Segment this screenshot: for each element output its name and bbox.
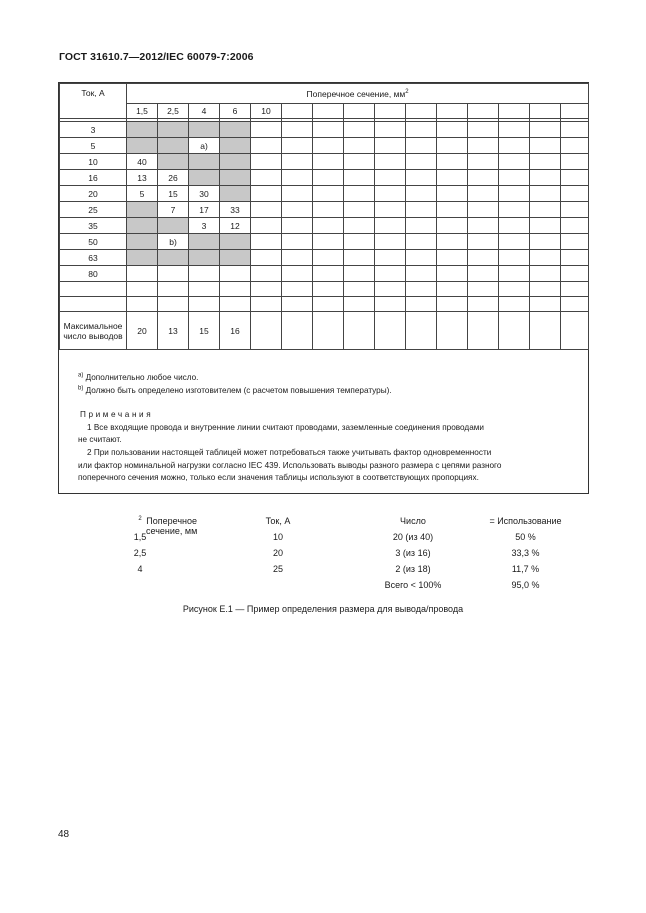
max-terminals-value bbox=[499, 312, 530, 350]
table-cell bbox=[189, 266, 220, 282]
table-cell bbox=[344, 282, 375, 297]
table-cell bbox=[468, 154, 499, 170]
table-cell bbox=[375, 266, 406, 282]
table-notes bbox=[78, 372, 578, 485]
table-cell bbox=[60, 282, 127, 297]
table-cell bbox=[158, 218, 189, 234]
sizing-table bbox=[59, 83, 589, 350]
table-cell bbox=[375, 138, 406, 154]
section-column-header bbox=[375, 104, 406, 119]
table-cell bbox=[530, 297, 561, 312]
table-cell: 3 bbox=[189, 218, 220, 234]
table-cell bbox=[375, 170, 406, 186]
table-cell bbox=[437, 202, 468, 218]
example-usage: 50 % bbox=[515, 532, 536, 542]
table-cell bbox=[437, 266, 468, 282]
current-value: 5 bbox=[60, 138, 127, 154]
example-row bbox=[58, 532, 589, 548]
table-cell bbox=[220, 138, 251, 154]
table-cell: 5 bbox=[127, 186, 158, 202]
table-cell bbox=[189, 297, 220, 312]
table-cell bbox=[189, 154, 220, 170]
table-cell bbox=[282, 122, 313, 138]
max-terminals-value: 16 bbox=[220, 312, 251, 350]
table-cell bbox=[375, 234, 406, 250]
empty-row bbox=[60, 282, 589, 297]
section-column-header: 2,5 bbox=[158, 104, 189, 119]
example-total-row bbox=[58, 580, 589, 596]
table-cell bbox=[158, 250, 189, 266]
table-cell bbox=[375, 218, 406, 234]
table-cell bbox=[282, 154, 313, 170]
current-value: 25 bbox=[60, 202, 127, 218]
table-cell bbox=[530, 250, 561, 266]
max-terminals-value bbox=[251, 312, 282, 350]
max-terminals-value bbox=[344, 312, 375, 350]
note-2-line-3: поперечного сечения можно, только если значения таблицы используют в соответствующих пропорциях. bbox=[78, 473, 479, 483]
table-cell bbox=[313, 282, 344, 297]
table-cell bbox=[406, 250, 437, 266]
table-cell bbox=[220, 282, 251, 297]
section-column-header bbox=[499, 104, 530, 119]
table-cell bbox=[468, 202, 499, 218]
table-cell bbox=[437, 218, 468, 234]
table-cell bbox=[375, 122, 406, 138]
table-row bbox=[60, 250, 589, 266]
example-header-current: Ток, А bbox=[265, 516, 291, 526]
table-cell bbox=[344, 297, 375, 312]
table-cell bbox=[220, 297, 251, 312]
table-cell bbox=[251, 154, 282, 170]
table-cell bbox=[344, 266, 375, 282]
max-terminals-value bbox=[437, 312, 468, 350]
table-cell bbox=[251, 202, 282, 218]
table-cell bbox=[344, 234, 375, 250]
table-cell bbox=[220, 122, 251, 138]
table-cell bbox=[499, 138, 530, 154]
table-cell bbox=[499, 250, 530, 266]
table-cell bbox=[437, 234, 468, 250]
table-cell bbox=[282, 202, 313, 218]
page-number: 48 bbox=[58, 829, 70, 840]
example-count: 2 (из 18) bbox=[395, 564, 431, 574]
max-terminals-value bbox=[313, 312, 344, 350]
table-cell bbox=[468, 282, 499, 297]
table-cell bbox=[282, 186, 313, 202]
table-cell bbox=[530, 122, 561, 138]
example-header-count: Число bbox=[400, 516, 426, 526]
table-cell bbox=[282, 138, 313, 154]
table-cell bbox=[220, 186, 251, 202]
max-terminals-value: 15 bbox=[189, 312, 220, 350]
table-cell bbox=[220, 154, 251, 170]
table-cell bbox=[499, 186, 530, 202]
figure-caption: Рисунок Е.1 — Пример определения размера для вывода/провода bbox=[182, 604, 464, 614]
table-cell bbox=[530, 138, 561, 154]
table-frame bbox=[58, 82, 589, 494]
table-cell bbox=[127, 250, 158, 266]
footnote-a: $^{a)}$ Дополнительно любое число. bbox=[78, 372, 199, 382]
table-cell bbox=[406, 282, 437, 297]
current-value: 16 bbox=[60, 170, 127, 186]
table-cell bbox=[561, 234, 589, 250]
table-cell bbox=[127, 218, 158, 234]
table-cell bbox=[344, 218, 375, 234]
table-cell bbox=[530, 170, 561, 186]
example-total-value: 95,0 % bbox=[511, 580, 540, 590]
document-header: ГОСТ 31610.7—2012/IEC 60079-7:2006 bbox=[59, 51, 254, 63]
table-cell bbox=[189, 170, 220, 186]
max-terminals-value: 20 bbox=[127, 312, 158, 350]
max-terminals-value bbox=[406, 312, 437, 350]
table-cell bbox=[251, 170, 282, 186]
table-cell: 13 bbox=[127, 170, 158, 186]
section-column-header bbox=[406, 104, 437, 119]
table-cell bbox=[530, 266, 561, 282]
table-cell bbox=[60, 297, 127, 312]
table-cell bbox=[499, 266, 530, 282]
section-header: Поперечное сечение, $мм^2$ bbox=[127, 84, 589, 104]
table-cell bbox=[499, 282, 530, 297]
table-cell bbox=[406, 138, 437, 154]
table-row bbox=[60, 170, 589, 186]
table-cell bbox=[530, 154, 561, 170]
table-cell bbox=[499, 218, 530, 234]
table-cell bbox=[561, 282, 589, 297]
section-column-header bbox=[313, 104, 344, 119]
table-cell bbox=[499, 154, 530, 170]
table-cell bbox=[282, 170, 313, 186]
section-column-header bbox=[282, 104, 313, 119]
table-cell bbox=[189, 282, 220, 297]
table-cell bbox=[468, 234, 499, 250]
table-cell bbox=[406, 266, 437, 282]
table-cell bbox=[530, 234, 561, 250]
table-cell: a) bbox=[189, 138, 220, 154]
max-terminals-value bbox=[468, 312, 499, 350]
table-cell bbox=[375, 250, 406, 266]
table-cell bbox=[189, 234, 220, 250]
table-cell bbox=[158, 154, 189, 170]
table-cell bbox=[282, 282, 313, 297]
table-cell bbox=[437, 170, 468, 186]
table-cell bbox=[344, 154, 375, 170]
section-columns-row bbox=[60, 104, 589, 119]
table-cell bbox=[530, 202, 561, 218]
table-cell bbox=[437, 297, 468, 312]
max-terminals-value bbox=[282, 312, 313, 350]
note-1-line-2: не считают. bbox=[78, 435, 122, 445]
table-cell bbox=[468, 266, 499, 282]
example-current: 20 bbox=[272, 548, 283, 558]
section-column-header: 4 bbox=[189, 104, 220, 119]
table-cell bbox=[530, 218, 561, 234]
table-cell bbox=[561, 218, 589, 234]
empty-row bbox=[60, 297, 589, 312]
table-cell: 30 bbox=[189, 186, 220, 202]
table-cell: 26 bbox=[158, 170, 189, 186]
table-cell bbox=[406, 218, 437, 234]
example-header-section: Поперечное сечение, мм $^2$ bbox=[138, 516, 198, 536]
example-section: 2,5 bbox=[133, 548, 147, 558]
table-cell bbox=[158, 297, 189, 312]
table-cell bbox=[499, 202, 530, 218]
table-cell bbox=[468, 138, 499, 154]
table-cell bbox=[282, 297, 313, 312]
table-cell bbox=[561, 138, 589, 154]
table-cell bbox=[375, 186, 406, 202]
table-cell bbox=[313, 266, 344, 282]
table-row bbox=[60, 154, 589, 170]
section-column-header bbox=[561, 104, 589, 119]
table-cell bbox=[561, 154, 589, 170]
table-cell bbox=[220, 250, 251, 266]
table-cell bbox=[220, 170, 251, 186]
section-column-header bbox=[344, 104, 375, 119]
table-cell bbox=[251, 282, 282, 297]
table-cell bbox=[530, 186, 561, 202]
table-cell bbox=[344, 202, 375, 218]
table-cell bbox=[127, 234, 158, 250]
table-cell bbox=[344, 186, 375, 202]
footnote-b: $^{b)}$ Должно быть определено изготовителем (с расчетом повышения температуры). bbox=[78, 384, 392, 395]
table-cell bbox=[251, 266, 282, 282]
current-value: 50 bbox=[60, 234, 127, 250]
table-cell bbox=[468, 218, 499, 234]
current-value: 35 bbox=[60, 218, 127, 234]
table-cell bbox=[220, 234, 251, 250]
table-cell bbox=[437, 186, 468, 202]
example-block bbox=[58, 516, 589, 596]
section-column-header: 10 bbox=[251, 104, 282, 119]
table-cell bbox=[127, 282, 158, 297]
table-cell bbox=[313, 250, 344, 266]
table-cell: 40 bbox=[127, 154, 158, 170]
table-cell bbox=[468, 250, 499, 266]
table-cell bbox=[220, 266, 251, 282]
table-cell bbox=[468, 297, 499, 312]
table-cell bbox=[406, 154, 437, 170]
example-header-row bbox=[58, 516, 589, 536]
table-cell: b) bbox=[158, 234, 189, 250]
table-cell bbox=[127, 297, 158, 312]
note-2-line-1: 2 При пользовании настоящей таблицей может потребоваться также учитывать фактор одновременности bbox=[87, 447, 492, 457]
table-cell bbox=[127, 266, 158, 282]
table-cell bbox=[313, 202, 344, 218]
notes-heading: Примечания bbox=[80, 410, 154, 420]
table-cell bbox=[561, 170, 589, 186]
example-total-label: Всего < 100% bbox=[384, 580, 442, 590]
table-cell bbox=[406, 202, 437, 218]
current-value: 80 bbox=[60, 266, 127, 282]
note-2-line-2: или фактор номинальной нагрузки согласно IEC 439. Использовать выводы разного размера с цепями разного bbox=[78, 460, 502, 470]
table-row bbox=[60, 266, 589, 282]
section-column-header: 6 bbox=[220, 104, 251, 119]
table-cell bbox=[127, 138, 158, 154]
table-cell bbox=[282, 250, 313, 266]
table-cell bbox=[499, 122, 530, 138]
example-usage: 11,7 % bbox=[511, 564, 540, 574]
note-1-line-1: 1 Все входящие провода и внутренние линии считают проводами, заземленные соединения проводами bbox=[87, 422, 484, 432]
example-count: 3 (из 16) bbox=[395, 548, 431, 558]
table-row bbox=[60, 218, 589, 234]
table-cell bbox=[375, 282, 406, 297]
section-column-header bbox=[437, 104, 468, 119]
table-cell bbox=[251, 234, 282, 250]
table-row bbox=[60, 234, 589, 250]
table-cell bbox=[437, 282, 468, 297]
table-cell: 15 bbox=[158, 186, 189, 202]
table-cell bbox=[251, 122, 282, 138]
table-cell bbox=[561, 266, 589, 282]
table-cell bbox=[406, 234, 437, 250]
section-column-header bbox=[468, 104, 499, 119]
section-column-header: 1,5 bbox=[127, 104, 158, 119]
example-section: 1,5 bbox=[133, 532, 147, 542]
table-cell bbox=[344, 122, 375, 138]
table-cell: 7 bbox=[158, 202, 189, 218]
table-cell bbox=[437, 154, 468, 170]
table-cell bbox=[251, 297, 282, 312]
table-cell bbox=[313, 122, 344, 138]
table-cell bbox=[282, 266, 313, 282]
example-header-usage: = Использование bbox=[489, 516, 562, 526]
current-value: 3 bbox=[60, 122, 127, 138]
table-cell bbox=[530, 282, 561, 297]
table-cell bbox=[437, 250, 468, 266]
current-header: Ток, А bbox=[60, 84, 127, 119]
table-cell bbox=[251, 250, 282, 266]
table-cell bbox=[282, 234, 313, 250]
table-cell bbox=[406, 170, 437, 186]
table-cell bbox=[344, 170, 375, 186]
table-cell bbox=[313, 218, 344, 234]
max-terminals-label: Максимальное число выводов bbox=[60, 312, 127, 350]
table-cell bbox=[158, 122, 189, 138]
table-cell bbox=[561, 202, 589, 218]
table-cell bbox=[561, 186, 589, 202]
table-cell bbox=[499, 297, 530, 312]
table-cell bbox=[251, 218, 282, 234]
table-cell bbox=[251, 186, 282, 202]
table-cell bbox=[313, 170, 344, 186]
max-terminals-row bbox=[60, 312, 589, 350]
table-cell bbox=[127, 202, 158, 218]
example-current: 10 bbox=[272, 532, 283, 542]
table-cell bbox=[375, 297, 406, 312]
max-terminals-value: 13 bbox=[158, 312, 189, 350]
example-row bbox=[58, 564, 589, 580]
table-cell bbox=[344, 138, 375, 154]
table-cell bbox=[561, 297, 589, 312]
table-cell bbox=[158, 282, 189, 297]
max-terminals-value bbox=[375, 312, 406, 350]
example-usage: 33,3 % bbox=[511, 548, 540, 558]
table-cell: 33 bbox=[220, 202, 251, 218]
table-cell: 17 bbox=[189, 202, 220, 218]
table-cell bbox=[437, 122, 468, 138]
table-cell bbox=[375, 154, 406, 170]
table-cell bbox=[251, 138, 282, 154]
table-row bbox=[60, 138, 589, 154]
table-cell bbox=[189, 250, 220, 266]
table-cell bbox=[468, 122, 499, 138]
table-cell bbox=[313, 186, 344, 202]
table-cell bbox=[406, 297, 437, 312]
table-cell bbox=[437, 138, 468, 154]
table-cell bbox=[313, 234, 344, 250]
current-value: 10 bbox=[60, 154, 127, 170]
table-cell bbox=[344, 250, 375, 266]
max-terminals-value bbox=[561, 312, 589, 350]
example-current: 25 bbox=[272, 564, 283, 574]
current-value: 20 bbox=[60, 186, 127, 202]
table-cell bbox=[561, 250, 589, 266]
table-cell bbox=[468, 186, 499, 202]
example-row bbox=[58, 548, 589, 564]
table-cell bbox=[406, 186, 437, 202]
table-cell bbox=[189, 122, 220, 138]
table-cell bbox=[313, 138, 344, 154]
example-section: 4 bbox=[137, 564, 143, 574]
table-cell bbox=[282, 218, 313, 234]
table-cell bbox=[499, 170, 530, 186]
max-terminals-value bbox=[530, 312, 561, 350]
table-cell bbox=[127, 122, 158, 138]
table-cell bbox=[375, 202, 406, 218]
example-count: 20 (из 40) bbox=[392, 532, 434, 542]
table-row bbox=[60, 202, 589, 218]
table-cell bbox=[313, 154, 344, 170]
table-cell bbox=[499, 234, 530, 250]
table-cell bbox=[158, 138, 189, 154]
section-column-header bbox=[530, 104, 561, 119]
current-value: 63 bbox=[60, 250, 127, 266]
table-cell bbox=[406, 122, 437, 138]
table-cell bbox=[468, 170, 499, 186]
table-cell: 12 bbox=[220, 218, 251, 234]
table-row bbox=[60, 186, 589, 202]
table-row bbox=[60, 122, 589, 138]
table-cell bbox=[561, 122, 589, 138]
table-cell bbox=[313, 297, 344, 312]
table-cell bbox=[158, 266, 189, 282]
